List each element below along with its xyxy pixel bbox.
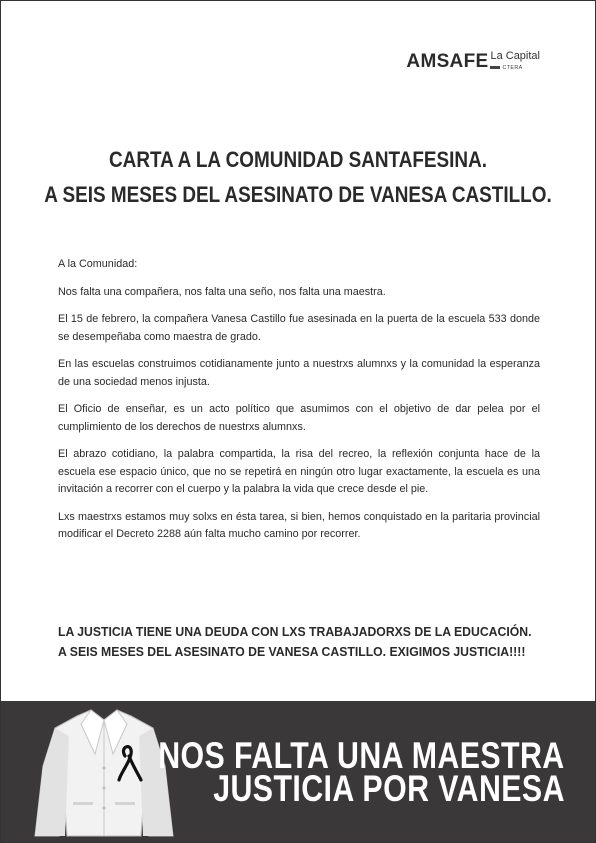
logo-sub-text: La Capital [490,50,540,62]
paragraph: El abrazo cotidiano, la palabra compartida, la risa del recreo, la reflexión conjunta hace de la escuela ese espacio único, que no se repetirá en ningún otro lugar exactamente, la escuela es una invitación a recorrer con el cuerpo y la palabra la vida que crece desde el pie. [58,448,540,495]
paragraph: En las escuelas construimos cotidianamente junto a nuestrxs alumnxs y la comunidad la esperanza de una sociedad menos injusta. [58,358,540,388]
title-line-2: A SEIS MESES DEL ASESINATO DE VANESA CASTILLO. [44,182,552,207]
white-coat-with-mourning-ribbon-icon [29,706,179,842]
footer-band [1,701,595,842]
logo-side [490,51,540,74]
paragraph: Lxs maestrxs estamos muy solxs en ésta tarea, si bien, hemos conquistado en la paritaria provincial modificar el Decreto 2288 aún falta mucho camino por recorrer. [58,510,540,540]
logo-main-text: AMSAFE [406,51,489,72]
closing-line-2: A SEIS MESES DEL ASESINATO DE VANESA CASTILLO. EXIGIMOS JUSTICIA!!!! [58,644,526,659]
amsafe-logo [406,51,540,74]
paragraph: Nos falta una compañera, nos falta una seño, nos falta una maestra. [58,285,386,298]
paragraph-salutation: A la Comunidad: [58,258,138,270]
footer-slogan-line-1: NOS FALTA UNA MAESTRA [158,735,565,776]
paragraph: El Oficio de enseñar, es un acto político que asumimos con el objetivo de dar pelea por el cumplimiento de los derechos de nuestrxs alumnxs. [58,403,540,433]
footer-slogan-line-2: JUSTICIA POR VANESA [213,768,565,809]
logo-ctera-text: CTERA [502,65,523,71]
letter-body [58,256,540,554]
paragraph: El 15 de febrero, la compañera Vanesa Castillo fue asesinada en la puerta de la escuela 533 donde se desempeñaba como maestra de grado. [58,313,540,343]
closing-line-1: LA JUSTICIA TIENE UNA DEUDA CON LXS TRABAJADORXS DE LA EDUCACIÓN. [58,624,532,639]
logo-ctera [490,63,540,74]
title-line-1: CARTA A LA COMUNIDAD SANTAFESINA. [108,147,488,172]
closing-statement [58,622,573,662]
